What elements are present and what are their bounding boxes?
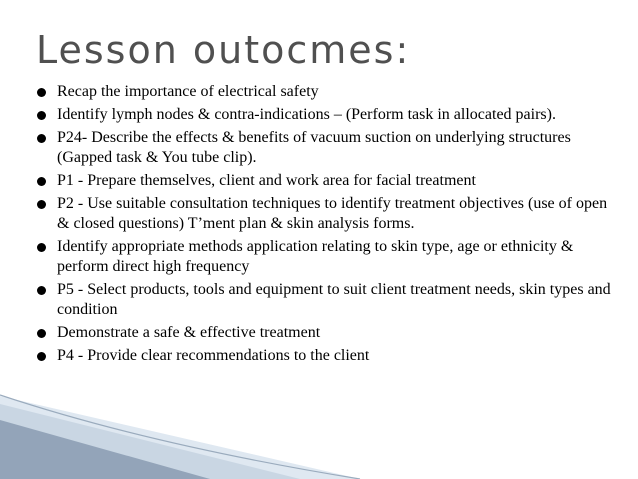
bullet-text: P2 - Use suitable consultation techniques to identify treatment objectives (use of open & closed questions) T’ment plan & skin analysis forms. <box>57 195 608 232</box>
deco-band-mid <box>0 404 300 479</box>
bullet-text: Demonstrate a safe & effective treatment <box>57 324 321 341</box>
list-item <box>36 128 616 168</box>
list-item <box>36 280 616 320</box>
bullet-icon <box>37 329 46 338</box>
list-item <box>36 346 616 366</box>
list-item <box>36 105 616 125</box>
bullet-icon <box>37 111 46 120</box>
bullet-icon <box>37 177 46 186</box>
list-item <box>36 82 616 102</box>
bullet-text: P24- Describe the effects & benefits of vacuum suction on underlying structures (Gapped task & You tube clip). <box>57 129 571 166</box>
list-item <box>36 194 616 234</box>
deco-curve-line <box>0 395 360 479</box>
bullet-list <box>36 82 616 369</box>
deco-band-light <box>0 396 360 479</box>
bullet-icon <box>37 352 46 361</box>
bullet-text: Identify appropriate methods application relating to skin type, age or ethnicity & perform direct high frequency <box>57 238 574 275</box>
bullet-text: P1 - Prepare themselves, client and work area for facial treatment <box>57 172 476 189</box>
bullet-icon <box>37 134 46 143</box>
bullet-icon <box>37 88 46 97</box>
list-item <box>36 171 616 191</box>
bullet-text: Recap the importance of electrical safety <box>57 83 319 100</box>
deco-band-dark <box>0 420 210 479</box>
bullet-icon <box>37 200 46 209</box>
slide-title: Lesson outocmes: <box>36 28 411 72</box>
bullet-text: Identify lymph nodes & contra-indications – (Perform task in allocated pairs). <box>57 106 556 123</box>
bullet-text: P4 - Provide clear recommendations to the client <box>57 347 370 364</box>
bullet-text: P5 - Select products, tools and equipment to suit client treatment needs, skin types and condition <box>57 281 611 318</box>
list-item <box>36 323 616 343</box>
bullet-icon <box>37 243 46 252</box>
bullet-icon <box>37 286 46 295</box>
list-item <box>36 237 616 277</box>
